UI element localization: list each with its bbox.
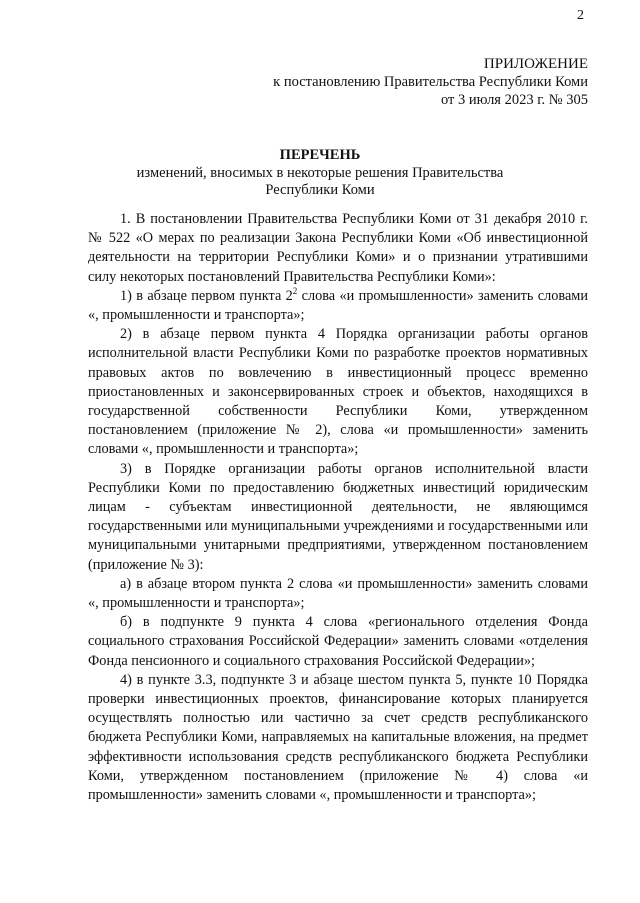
appendix-line-2: от 3 июля 2023 г. № 305 bbox=[440, 92, 588, 108]
appendix-line-1: к постановлению Правительства Республики Коми bbox=[273, 74, 588, 90]
paragraph-6: б) в подпункте 9 пункта 4 слова «регионального отделения Фонда социального страхования Российской Федерации» заменить словами «отделения Фонда пенсионного и социального страхования Российской Федерации»; bbox=[88, 614, 588, 669]
paragraph-2 bbox=[88, 287, 588, 325]
paragraph-4: 3) в Порядке организации работы органов исполнительной власти Республики Коми по предоставлению бюджетных инвестиций юридическим лицам - субъектам инвестиционной деятельности, не являющимся государственными или муниципальными учреждениями и государственными или муниципальными унитарными предприятиями, утвержденном постановлением (приложение № 3): bbox=[88, 460, 588, 573]
paragraph-3: 2) в абзаце первом пункта 4 Порядка организации работы органов исполнительной власти Республики Коми по разработке проектов нормативных правовых актов по вовлечению в инвестиционный процесс временно приостановленных и законсервированных строек и объектов, находящихся в государственной собственности Республики Коми, утвержденном постановлением (приложение № 2), слова «и промышленности» заменить словами «, промышленности и транспорта»; bbox=[88, 326, 588, 458]
appendix-block bbox=[273, 55, 588, 109]
heading-line-2: Республики Коми bbox=[265, 182, 375, 198]
heading-title: ПЕРЕЧЕНЬ bbox=[279, 147, 361, 163]
paragraph-2-text-before: 1) в абзаце первом пункта 2 bbox=[120, 287, 293, 304]
heading-line-1: изменений, вносимых в некоторые решения Правительства bbox=[136, 164, 504, 181]
document-heading bbox=[0, 147, 640, 200]
appendix-title: ПРИЛОЖЕНИЕ bbox=[483, 56, 588, 72]
superscript: 2 bbox=[292, 286, 298, 297]
page-number: 2 bbox=[577, 8, 584, 23]
document-body bbox=[88, 210, 588, 805]
paragraph-1: 1. В постановлении Правительства Республики Коми от 31 декабря 2010 г. № 522 «О мерах по реализации Закона Республики Коми «Об инвестиционной деятельности на территории Республики Коми» и о признании утратившими силу некоторых постановлений Правительства Республики Коми»: bbox=[88, 211, 588, 285]
paragraph-2-text-after: слова «и промышленности» заменить словами «, промышленности и транспорта»; bbox=[88, 287, 588, 324]
paragraph-7: 4) в пункте 3.3, подпункте 3 и абзаце шестом пункта 5, пункте 10 Порядка проверки инвестиционных проектов, финансирование которых планируется осуществлять полностью или частично за счет средств республиканского бюджета Республики Коми, направляемых на капитальные вложения, на предмет эффективности использования средств республиканского бюджета Республики Коми, утвержденном постановлением (приложение № 4) слова «и промышленности» заменить словами «, промышленности и транспорта»; bbox=[88, 671, 588, 804]
paragraph-5: а) в абзаце втором пункта 2 слова «и промышленности» заменить словами «, промышленности и транспорта»; bbox=[88, 575, 588, 612]
